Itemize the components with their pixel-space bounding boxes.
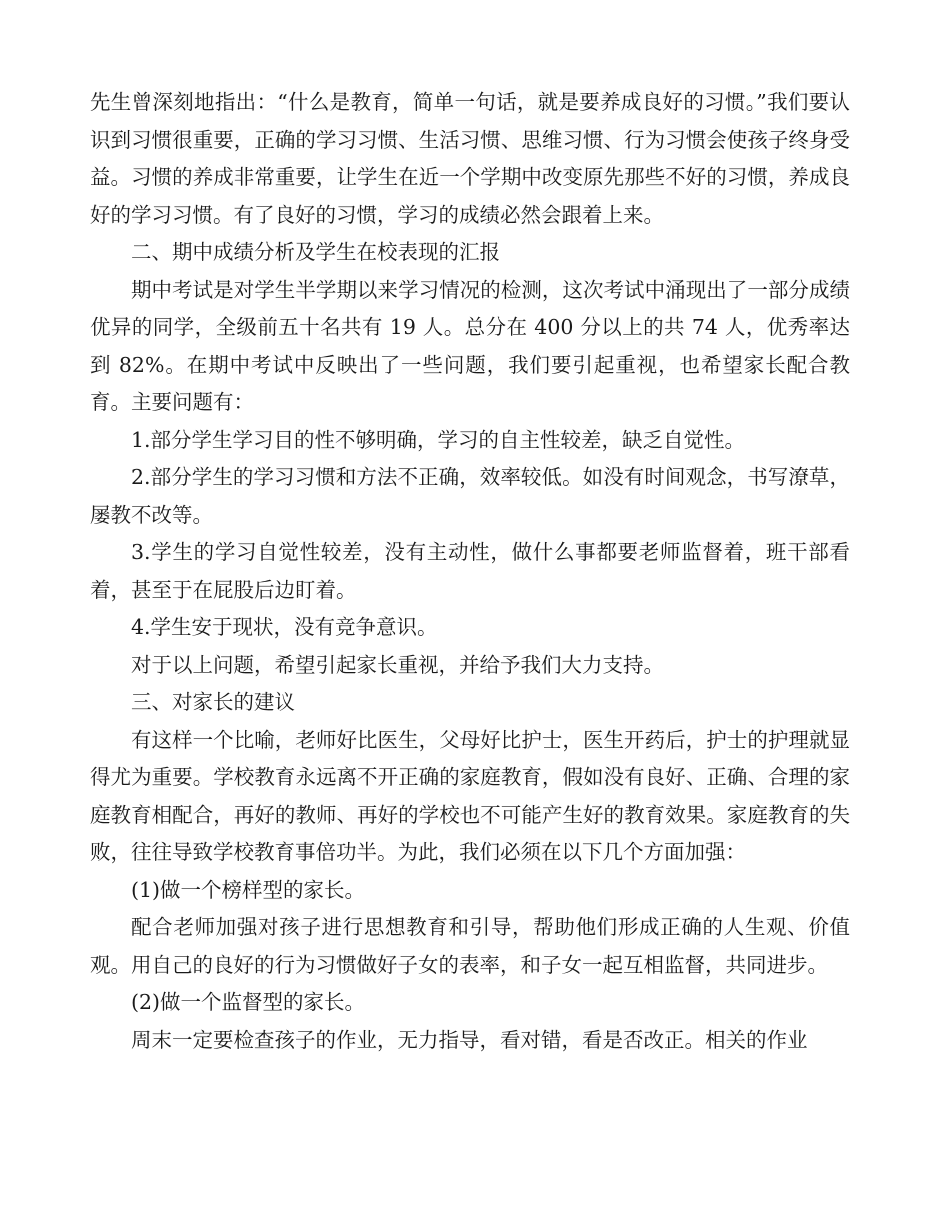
section-heading-midterm-analysis: 二、期中成绩分析及学生在校表现的汇报	[131, 240, 500, 264]
suggestion-heading-2: (2)做一个监督型的家长。	[131, 990, 366, 1014]
problem-item-3: 3.学生的学习自觉性较差，没有主动性，做什么事都要老师监督着，班干部看着，甚至于在屁股后边盯着。	[90, 540, 850, 602]
suggestion-paragraph-1: 配合老师加强对孩子进行思想教育和引导，帮助他们形成正确的人生观、价值观。用自己的良好的行为习惯做好子女的表率，和子女一起互相监督，共同进步。	[90, 915, 850, 977]
section-heading-parent-suggestions: 三、对家长的建议	[131, 690, 295, 714]
suggestion-paragraph-2: 周末一定要检查孩子的作业，无力指导，看对错，看是否改正。相关的作业	[131, 1027, 808, 1052]
problem-item-1: 1.部分学生学习目的性不够明确，学习的自主性较差，缺乏自觉性。	[131, 427, 746, 452]
intro-paragraph: 先生曾深刻地指出：“什么是教育，简单一句话，就是要养成良好的习惯。”我们要认识到习惯很重要，正确的学习习惯、生活习惯、思维习惯、行为习惯会使孩子终身受益。习惯的养成非常重要，让学生在近一个学期中改变原先那些不好的习惯，养成良好的学习习惯。有了良好的习惯，学习的成绩必然会跟着上来。	[90, 90, 850, 227]
suggestion-heading-1: (1)做一个榜样型的家长。	[131, 877, 366, 902]
midterm-paragraph: 期中考试是对学生半学期以来学习情况的检测，这次考试中涌现出了一部分成绩优异的同学，全级前五十名共有 19 人。总分在 400 分以上的共 74 人，优秀率达到 82%。在期中考试中反映出了一些问题，我们要引起重视，也希望家长配合教育。主要问题有：	[90, 277, 850, 414]
metaphor-paragraph: 有这样一个比喻，老师好比医生，父母好比护士，医生开药后，护士的护理就显得尤为重要。学校教育永远离不开正确的家庭教育，假如没有良好、正确、合理的家庭教育相配合，再好的教师、再好的学校也不可能产生好的教育效果。家庭教育的失败，往往导致学校教育事倍功半。为此，我们必须在以下几个方面加强：	[90, 727, 850, 864]
problem-item-2: 2.部分学生的学习习惯和方法不正确，效率较低。如没有时间观念，书写潦草，屡教不改等。	[90, 465, 850, 527]
support-request-paragraph: 对于以上问题，希望引起家长重视，并给予我们大力支持。	[131, 652, 664, 677]
document-page	[90, 84, 850, 1059]
problem-item-4: 4.学生安于现状，没有竞争意识。	[131, 615, 438, 639]
